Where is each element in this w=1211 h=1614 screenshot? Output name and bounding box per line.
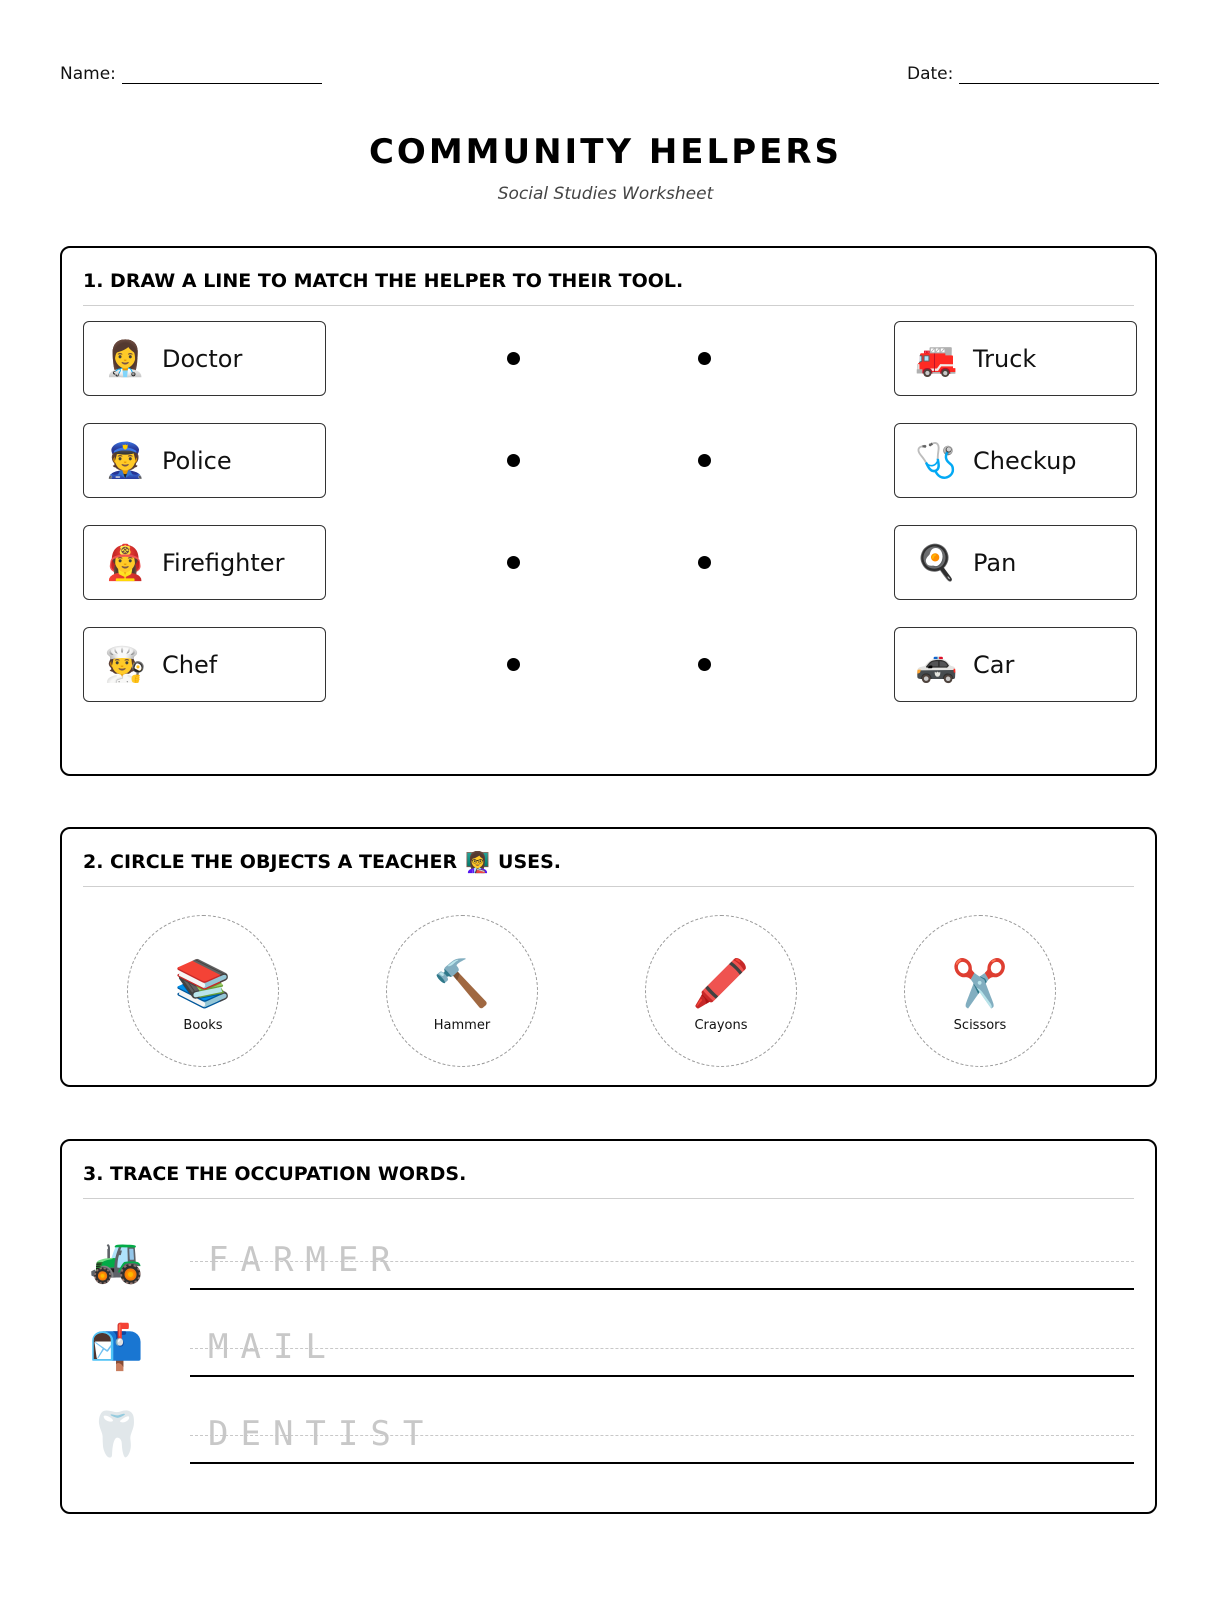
trace-row-farmer[interactable]	[83, 1231, 1134, 1301]
section-heading	[83, 270, 1134, 306]
object-label: Books	[183, 1017, 223, 1033]
page-title: COMMUNITY HELPERS	[368, 132, 843, 172]
police-car-icon: 🚓	[915, 644, 958, 685]
helper-box-firefighter[interactable]	[83, 525, 326, 600]
frying-pan-icon: 🍳	[915, 542, 958, 583]
helper-label: Police	[162, 446, 232, 475]
date-blank-line[interactable]	[959, 68, 1159, 84]
helper-box-chef[interactable]	[83, 627, 326, 702]
matching-section	[60, 246, 1157, 776]
tool-label: Car	[973, 650, 1015, 679]
trace-row-dentist[interactable]	[83, 1405, 1134, 1475]
helper-label: Doctor	[162, 344, 243, 373]
police-icon: 👮	[104, 440, 147, 481]
tool-label: Checkup	[973, 446, 1077, 475]
object-label: Hammer	[433, 1017, 491, 1033]
object-crayons[interactable]	[645, 915, 797, 1067]
right-match-dot[interactable]	[698, 454, 711, 467]
name-blank-line[interactable]	[122, 68, 322, 84]
trace-word: FARMER	[208, 1240, 403, 1280]
trace-word: MAIL	[208, 1327, 338, 1367]
crayon-icon: 🖍️	[692, 955, 750, 1010]
circle-objects-section	[60, 827, 1157, 1087]
books-icon: 📚	[174, 955, 232, 1010]
section-heading-text: 1. DRAW A LINE TO MATCH THE HELPER TO THEIR TOOL.	[83, 270, 684, 292]
left-match-dot[interactable]	[507, 454, 520, 467]
tooth-icon: 🦷	[89, 1409, 144, 1460]
right-match-dot[interactable]	[698, 658, 711, 671]
writing-baseline[interactable]	[190, 1462, 1134, 1464]
left-match-dot[interactable]	[507, 658, 520, 671]
hammer-icon: 🔨	[433, 955, 491, 1010]
helper-box-police[interactable]	[83, 423, 326, 498]
helper-label: Chef	[162, 650, 218, 679]
object-label: Scissors	[953, 1017, 1007, 1033]
writing-baseline[interactable]	[190, 1288, 1134, 1290]
tool-label: Pan	[973, 548, 1017, 577]
section-heading-text-end: USES.	[498, 851, 562, 873]
stethoscope-icon: 🩺	[915, 440, 958, 481]
right-match-dot[interactable]	[698, 352, 711, 365]
date-label: Date:	[907, 64, 954, 84]
teacher-icon: 👩‍🏫	[465, 850, 491, 874]
tool-box-pan[interactable]	[894, 525, 1137, 600]
firefighter-icon: 👩‍🚒	[104, 542, 147, 583]
scissors-icon: ✂️	[951, 955, 1009, 1010]
tool-box-car[interactable]	[894, 627, 1137, 702]
helper-label: Firefighter	[162, 548, 285, 577]
doctor-icon: 👩‍⚕️	[104, 338, 147, 379]
tool-label: Truck	[973, 344, 1037, 373]
tractor-icon: 🚜	[89, 1235, 144, 1286]
section-heading	[83, 1163, 1134, 1199]
section-heading-text: 2. CIRCLE THE OBJECTS A TEACHER	[83, 851, 458, 873]
writing-baseline[interactable]	[190, 1375, 1134, 1377]
section-heading-text: 3. TRACE THE OCCUPATION WORDS.	[83, 1163, 467, 1185]
trace-word: DENTIST	[208, 1414, 436, 1454]
left-match-dot[interactable]	[507, 352, 520, 365]
trace-row-mail[interactable]	[83, 1318, 1134, 1388]
tool-box-truck[interactable]	[894, 321, 1137, 396]
left-match-dot[interactable]	[507, 556, 520, 569]
object-scissors[interactable]	[904, 915, 1056, 1067]
page-subtitle: Social Studies Worksheet	[497, 184, 714, 204]
mailbox-icon: 📬	[89, 1322, 144, 1373]
chef-icon: 🧑‍🍳	[104, 644, 147, 685]
helper-box-doctor[interactable]	[83, 321, 326, 396]
section-heading	[83, 851, 1134, 887]
object-label: Crayons	[694, 1017, 748, 1033]
name-label: Name:	[60, 64, 116, 84]
object-books[interactable]	[127, 915, 279, 1067]
fire-truck-icon: 🚒	[915, 338, 958, 379]
right-match-dot[interactable]	[698, 556, 711, 569]
object-hammer[interactable]	[386, 915, 538, 1067]
tool-box-checkup[interactable]	[894, 423, 1137, 498]
date-field[interactable]	[907, 64, 1159, 84]
trace-words-section	[60, 1139, 1157, 1514]
name-field[interactable]	[60, 64, 322, 84]
